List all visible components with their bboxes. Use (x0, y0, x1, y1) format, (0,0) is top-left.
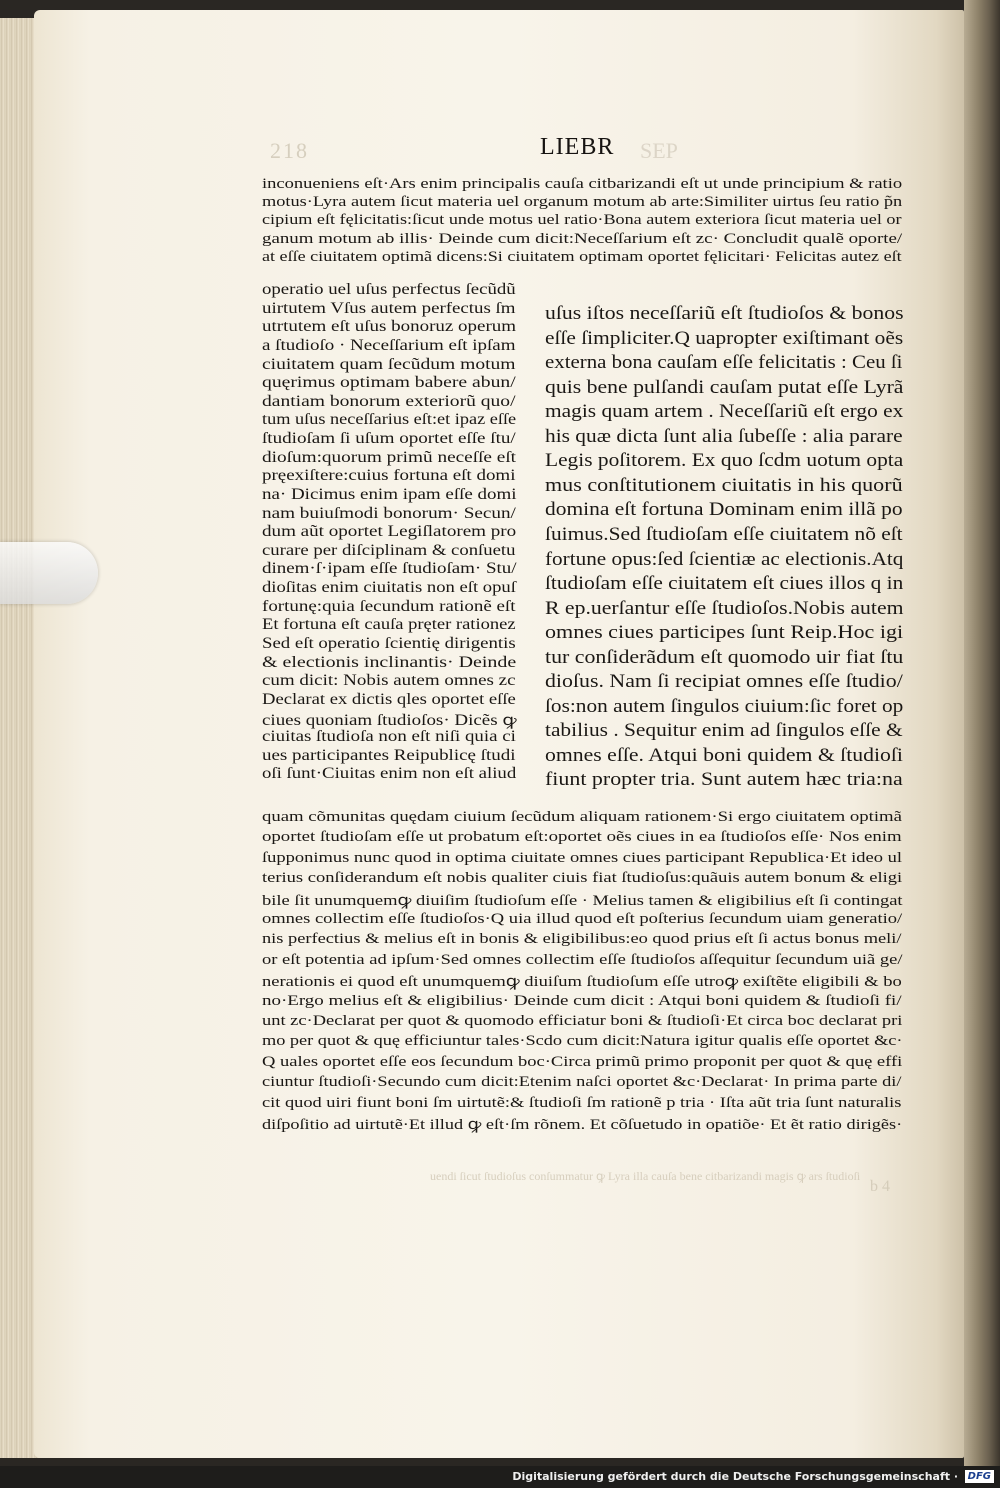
text-line: utrtutem eſt uſus bonoruz operum (262, 318, 517, 336)
text-line: externa bona cauſam eſſe felicitatis : Ceu ſi (545, 352, 903, 374)
book-edge-right (964, 0, 1000, 1466)
text-line: ſtudioſam eſſe ciuitatem eſt ciues illos q in (545, 573, 904, 595)
signature-mark: b 4 (870, 1178, 890, 1195)
text-line: uirtutem Vſus autem perfectus ſm (262, 299, 516, 317)
text-line: his quæ dicta ſunt alia ſubeſſe : alia parare (545, 425, 903, 447)
text-line: Legis poſitorem. Ex quo ſcdm uotum opta (545, 450, 904, 472)
text-line: ciues quoniam ſtudioſos· Dicẽs ꝙ (262, 712, 517, 730)
text-line: uſus iſtos neceſſariũ eſt ſtudioſos & bonos (545, 303, 904, 324)
text-line: fortune opus:ſed ſcientiæ ac electionis.Atq (545, 548, 904, 570)
text-line: oſi ſunt·Ciuitas enim non eſt aliud (262, 765, 517, 783)
text-line: ſuimus.Sed ſtudioſam eſſe ciuitatem nõ eſt (545, 523, 903, 545)
text-line: dioſum:quorum primũ neceſſe eſt (262, 448, 517, 466)
text-line: ſos:non autem ſingulos ciuium:ſic foret op (545, 695, 904, 717)
text-line: omnes eſſe. Atqui boni quidem & ſtudioſi (545, 744, 903, 766)
text-line: quam cõmunitas quędam ciuium ſecũdum aliquam rationem·Si ergo ciuitatem optimã (262, 808, 902, 825)
text-line: oportet ſtudioſam eſſe ut probatum eſt:oportet oẽs ciues in ea ſtudioſos eſſe· Nos enim (262, 828, 902, 846)
text-line: magis quam artem . Neceſſariũ eſt ergo ex (545, 401, 904, 423)
text-line: mo per quot & quę efficiuntur tales·Scdo cum dicit:Natura igitur qualis eſſe oportet &c· (262, 1032, 903, 1050)
text-line: pręexiſtere:cuius fortuna eſt domi (262, 467, 516, 485)
text-line: dantiam bonorum exteriorũ quo/ (262, 392, 516, 410)
text-line: cit quod uiri fiunt boni ſm uirtutẽ:& ſtudioſi ſm rationẽ p tria · Iſta aũt tria ſunt naturalis (262, 1093, 902, 1111)
text-line: eſſe ſimpliciter.Q uapropter exiſtimant oẽs (545, 327, 904, 349)
text-line: quęrimus optimam babere abun/ (262, 374, 516, 392)
text-line: na· Dicimus enim ipam eſſe domi (262, 485, 517, 503)
text-line: mus conſtitutionem ciuitatis in his quorũ (545, 474, 903, 496)
text-line: motus·Lyra autem ſicut materia uel organum motum ab arte:Similiter uirtus ſeu ratio p̃n (262, 193, 903, 211)
text-line: a ſtudioſo · Neceſſarium eſt ipſam (262, 336, 516, 354)
text-line: curare per diſciplinam & conſuetu (262, 541, 516, 559)
show-through-folio: 218 (270, 138, 309, 163)
text-line: ſupponimus nunc quod in optima ciuitate omnes ciues participant Republica·Et ideo ul (262, 848, 902, 866)
text-line: fiunt propter tria. Sunt autem hæc tria:na (545, 769, 903, 791)
text-line: ciuntur ſtudioſi·Secundo cum dicit:Etenim naſci oportet &c·Declarat· In prima parte di/ (262, 1073, 902, 1091)
text-line: dinem·ſ·ipam eſſe ſtudioſam· Stu/ (262, 560, 517, 578)
text-line: tum uſus neceſſarius eſt:et ipaz eſſe (262, 411, 517, 429)
text-line: bile ſit unumquemꝙ diuiſim ſtudioſum eſſe · Melius tamen & eligibilius eſt ſi contingat (262, 891, 903, 909)
dfg-logo: DFG (965, 1470, 994, 1483)
text-line: inconueniens eſt·Ars enim principalis cauſa citbarizandi eſt ut unde principium & ratio (262, 175, 903, 192)
page-marker-strip (0, 542, 98, 604)
text-line: & electionis inclinantis· Deinde (262, 653, 517, 671)
text-line: tur conſiderãdum eſt quomodo uir fiat ſtu (545, 646, 904, 668)
text-line: dum aũt oportet Legiſlatorem pro (262, 523, 517, 541)
text-line: omnes ciues participes ſunt Reip.Hoc igi (545, 622, 904, 644)
text-line: Q uales oportet eſſe eos ſecundum boc·Circa primũ primo proponit per quot & quę effi (262, 1052, 903, 1070)
text-line: R ep.uerſantur eſſe ſtudioſos.Nobis autem (545, 597, 904, 619)
text-line: Et fortuna eſt cauſa pręter rationez (262, 616, 516, 634)
text-line: Declarat ex dictis qles oportet eſſe (262, 690, 516, 708)
text-line: Sed eſt operatio ſcientię dirigentis (262, 634, 516, 652)
show-through-running-head: SEP (640, 138, 678, 163)
running-head: LIEBR (540, 134, 615, 160)
text-line: dioſus. Nam ſi recipiat omnes eſſe ſtudio/ (545, 671, 903, 693)
text-line: at eſſe ciuitatem optimã dicens:Si ciuitatem optimam oportet fęlicitari· Felicitas autez eſt (262, 247, 902, 265)
footer-funding-text: Digitalisierung gefördert durch die Deutsche Forschungsgemeinschaft · (512, 1470, 958, 1483)
text-line: quis bene pulſandi cauſam putat eſſe Lyrã (545, 376, 904, 398)
bleed-through-text: uendi ſicut ſtudioſus conſummatur ꝙ Lyra illa cauſa bene citbarizandi magis ꝙ ars ſtudioſi (430, 1169, 861, 1183)
text-line: ciuitas ſtudioſa non eſt niſi quia ci (262, 728, 516, 746)
text-line: ganum motum ab illis· Deinde cum dicit:Neceſſarium eſt zc· Concludit qualẽ oporte/ (262, 229, 903, 247)
text-line: diſpoſitio ad uirtutẽ·Et illud ꝙ eſt·ſm rõnem. Et cõſuetudo in opatiõe· Et ẽt ratio dirigẽs· (262, 1116, 903, 1133)
text-line: nam buiuſmodi bonorum· Secun/ (262, 504, 516, 522)
text-line: cipium eſt fęlicitatis:ſicut unde motus uel ratio·Bona autem exteriora ſicut materia uel or (262, 211, 902, 229)
text-line: nerationis ei quod eſt unumquemꝙ diuiſum ſtudioſum eſſe utroꝙ exiſtẽte eligibili & bo (262, 973, 902, 991)
text-line: ſtudioſam ſi uſum oportet eſſe ſtu/ (262, 430, 516, 448)
text-line: omnes collectim eſſe ſtudioſos·Q uia illud quod eſt poſterius ſecundum uiam generatio/ (262, 910, 903, 927)
text-line: tabilius . Sequitur enim ad ſingulos eſſe & (545, 720, 903, 742)
text-line: cum dicit: Nobis autem omnes zc (262, 672, 516, 690)
text-line: domina eſt fortuna Dominam enim illã po (545, 499, 903, 521)
text-line: operatio uel uſus perfectus ſecũdũ (262, 281, 516, 298)
text-line: ues participantes Reipublicę ſtudi (262, 746, 516, 764)
text-line: fortunę:quia ſecundum rationẽ eſt (262, 597, 516, 615)
text-line: ciuitatem quam ſecũdum motum (262, 355, 516, 373)
text-line: dioſitas enim ciuitatis non eſt opuſ (262, 579, 516, 597)
text-line: or eſt potentia ad ipſum·Sed omnes collectim eſſe ſtudioſos aſſequitur ſecundum uiã ge/ (262, 950, 903, 968)
text-line: no·Ergo melius eſt & eligibilius· Deinde cum dicit : Atqui boni quidem & ſtudioſi fi/ (262, 991, 902, 1009)
text-line: nis perfectius & melius eſt in bonis & eligibilibus:eo quod prius eſt ſi actus bonus meli/ (262, 930, 902, 948)
text-line: terius conſiderandum eſt nobis qualiter ciuis fiat ſtudioſus:quãuis autem bonum & eligi (262, 869, 903, 887)
footer-bar (0, 1466, 1000, 1488)
text-line: unt zc·Declarat per quot & quomodo efficiatur boni & ſtudioſi·Et circa boc declarat pri (262, 1012, 903, 1029)
